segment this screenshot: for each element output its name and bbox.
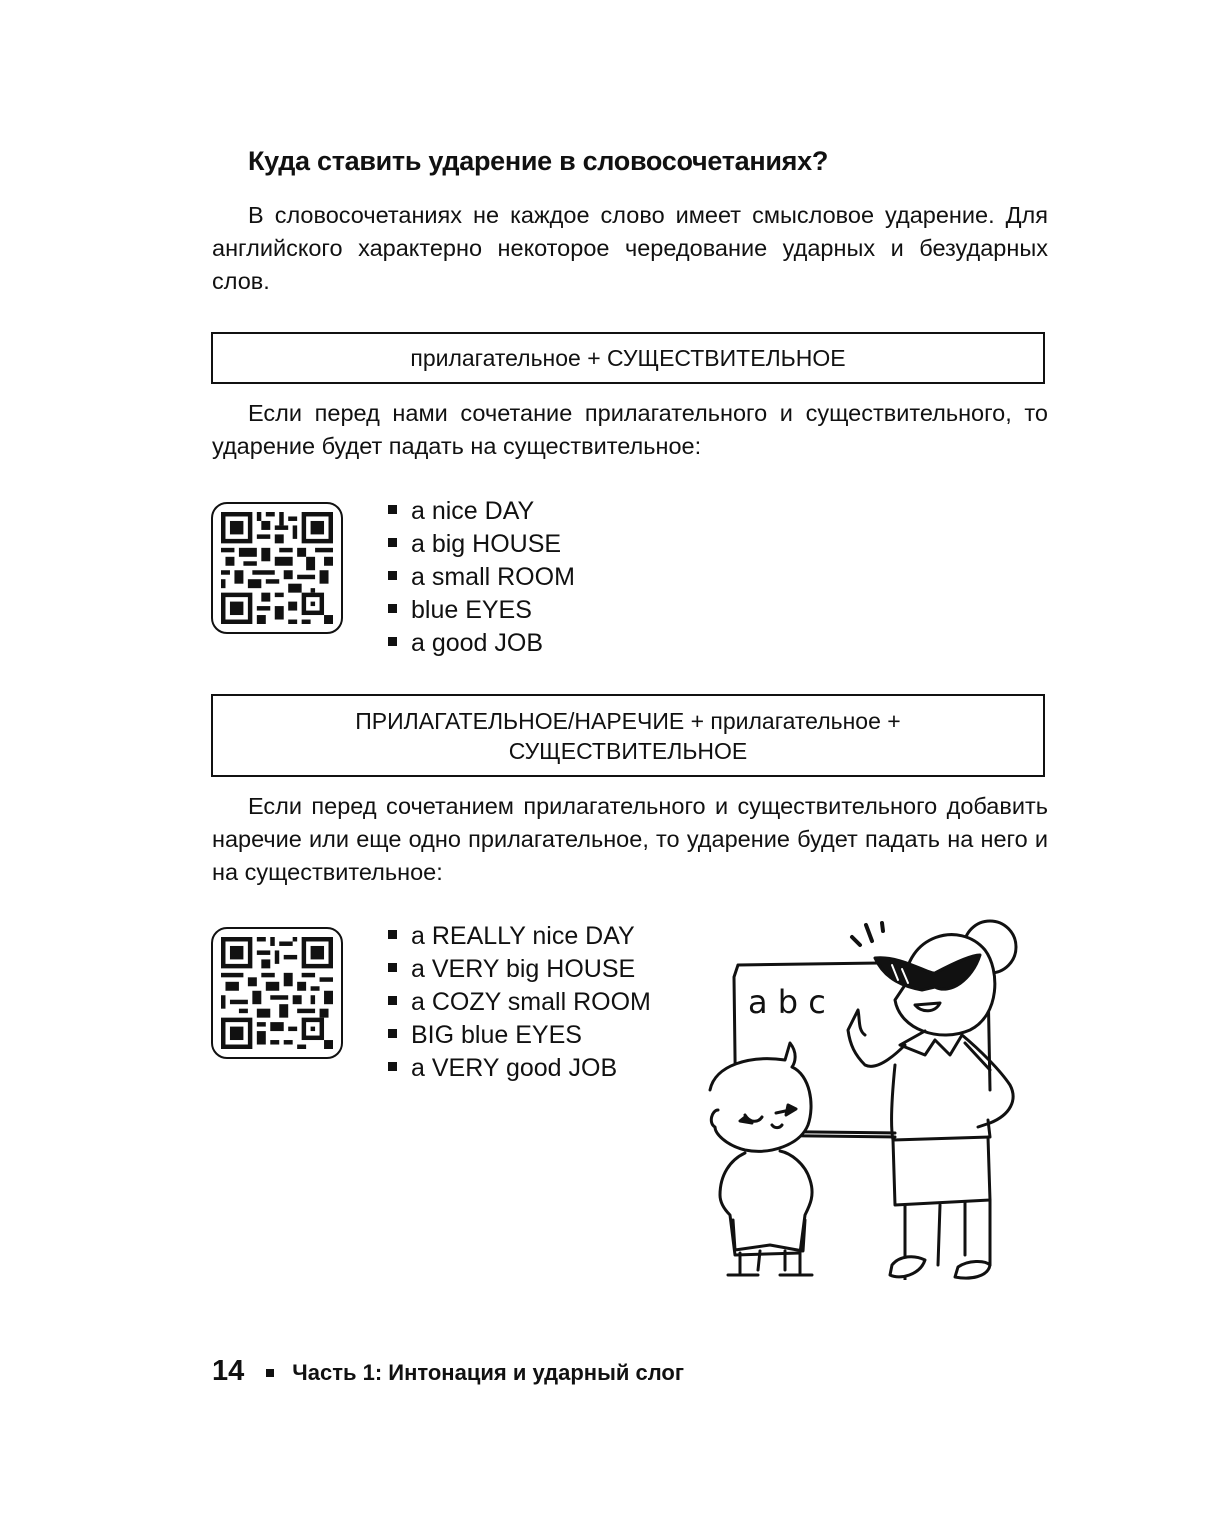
example-text: BIG blue EYES	[411, 1021, 582, 1049]
list-item	[388, 627, 575, 660]
explanation-1-text: Если перед нами сочетание прилагательного и существительного, то ударение будет падать на существительное:	[212, 400, 1048, 459]
example-text: blue EYES	[411, 596, 532, 624]
intro-text: В словосочетаниях не каждое слово имеет смысловое ударение. Для английского характерно некоторое чередование ударных и безударных слов.	[212, 202, 1048, 294]
rule-box-1	[211, 332, 1045, 384]
example-text: a VERY good JOB	[411, 1054, 618, 1082]
list-item	[388, 953, 651, 986]
bullet-icon	[388, 637, 397, 646]
explanation-2	[212, 790, 1048, 889]
rule-box-2	[211, 694, 1045, 777]
bullet-icon	[388, 505, 397, 514]
rule-box-1-text: прилагательное + СУЩЕСТВИТЕЛЬНОЕ	[410, 345, 846, 371]
rule-box-2-line1: ПРИЛАГАТЕЛЬНОЕ/НАРЕЧИЕ + прилагательное +	[355, 708, 901, 734]
list-item	[388, 1052, 651, 1085]
teacher-and-student-illustration	[700, 895, 1050, 1280]
board-text: a b c	[748, 983, 826, 1021]
examples-list-2	[388, 920, 651, 1085]
qr-code-icon[interactable]	[211, 502, 343, 634]
example-text: a COZY small ROOM	[411, 988, 651, 1016]
list-item	[388, 495, 575, 528]
bullet-icon	[388, 604, 397, 613]
page-number: 14	[212, 1355, 245, 1387]
examples-list-1	[388, 495, 575, 660]
separator-icon	[266, 1369, 274, 1377]
qr-code-pattern	[221, 512, 333, 624]
explanation-2-text: Если перед сочетанием прилагательного и существительного добавить наречие или еще одно прилагательное, то ударение будет падать на него и на существительное:	[212, 793, 1048, 885]
bullet-icon	[388, 538, 397, 547]
list-item	[388, 986, 651, 1019]
list-item	[388, 561, 575, 594]
bullet-icon	[388, 571, 397, 580]
example-text: a small ROOM	[411, 563, 575, 591]
chapter-title: Часть 1: Интонация и ударный слог	[292, 1360, 685, 1385]
section-heading: Куда ставить ударение в словосочетаниях?	[248, 146, 829, 176]
bullet-icon	[388, 1029, 397, 1038]
bullet-icon	[388, 1062, 397, 1071]
list-item	[388, 1019, 651, 1052]
example-text: a nice DAY	[411, 497, 535, 525]
list-item	[388, 920, 651, 953]
example-text: a good JOB	[411, 629, 544, 657]
bullet-icon	[388, 930, 397, 939]
rule-box-2-line2: СУЩЕСТВИТЕЛЬНОЕ	[508, 738, 748, 764]
bullet-icon	[388, 996, 397, 1005]
example-text: a big HOUSE	[411, 530, 562, 558]
list-item	[388, 594, 575, 627]
example-text: a VERY big HOUSE	[411, 955, 636, 983]
list-item	[388, 528, 575, 561]
page-footer	[212, 1355, 684, 1388]
qr-code-pattern	[221, 937, 333, 1049]
example-text: a REALLY nice DAY	[411, 922, 635, 950]
bullet-icon	[388, 963, 397, 972]
qr-code-icon[interactable]	[211, 927, 343, 1059]
intro-paragraph	[212, 199, 1048, 298]
explanation-1	[212, 397, 1048, 463]
